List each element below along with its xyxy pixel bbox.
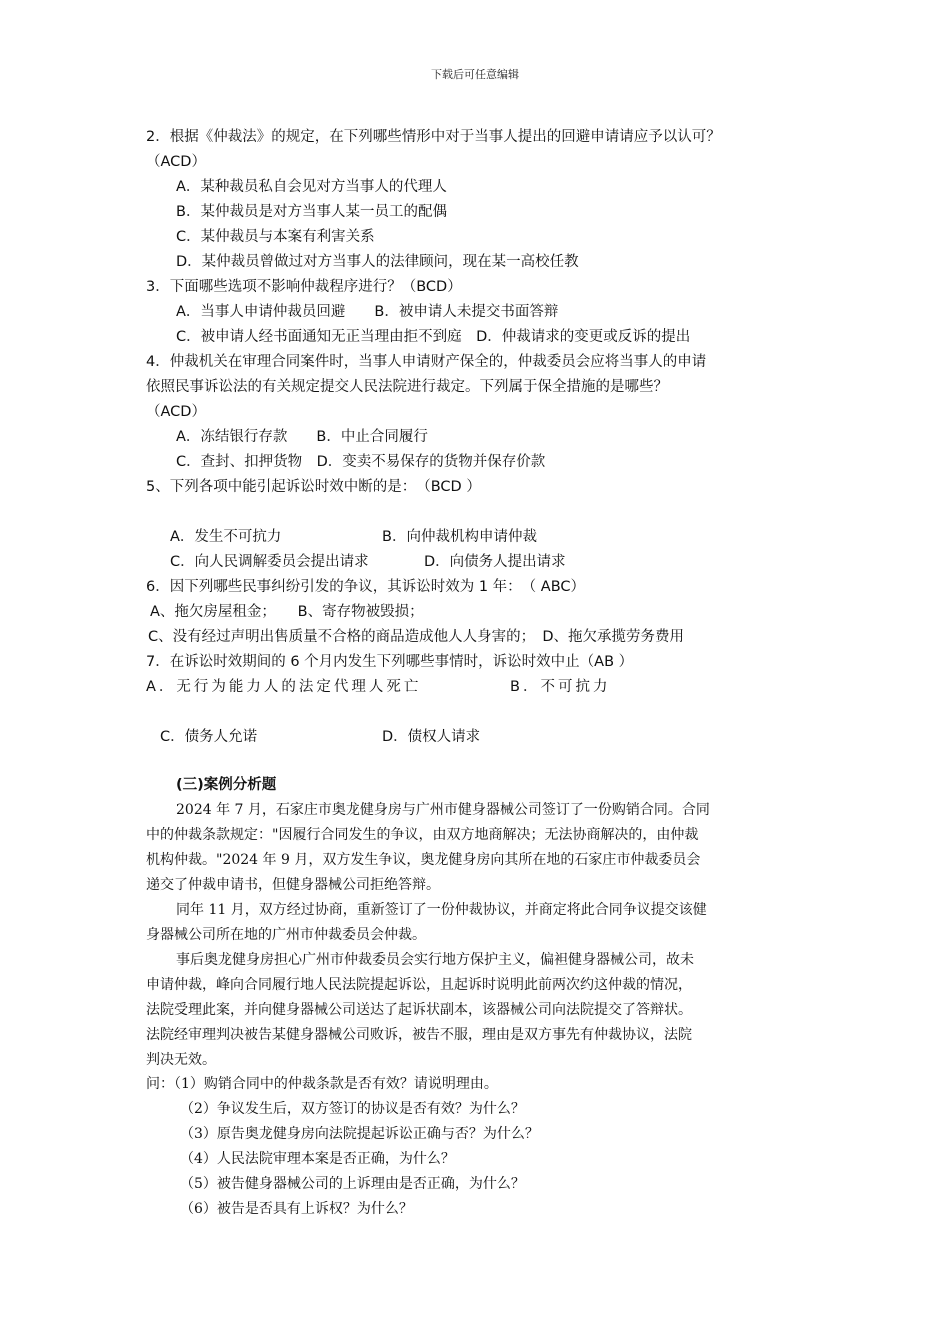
case-question-5: （5）被告健身器械公司的上诉理由是否正确，为什么？ — [180, 1176, 525, 1192]
q6-options-ab: A、拖欠房屋租金； B、寄存物被毁损； — [150, 604, 424, 620]
case-p1-line1: 2024 年 7 月，石家庄市奥龙健身房与广州市健身器械公司签订了一份购销合同。合同 — [176, 802, 710, 818]
case-title: (三)案例分析题 — [176, 777, 277, 793]
q2-option-b: B．某仲裁员是对方当事人某一员工的配偶 — [176, 204, 447, 220]
case-p3-line5: 判决无效。 — [146, 1052, 216, 1068]
case-question-4: （4）人民法院审理本案是否正确，为什么？ — [180, 1151, 455, 1167]
q3-options-cd: C．被申请人经书面通知无正当理由拒不到庭 D．仲裁请求的变更或反诉的提出 — [176, 329, 691, 345]
case-p1-line3: 机构仲裁。"2024 年 9 月，双方发生争议，奥龙健身房向其所在地的石家庄市仲裁委员会 — [146, 852, 701, 868]
q2-option-c: C．某仲裁员与本案有利害关系 — [176, 229, 375, 245]
case-question-6: （6）被告是否具有上诉权？为什么？ — [180, 1201, 413, 1217]
page-header: 下载后可任意编辑 — [431, 68, 519, 81]
q6-stem: 6．因下列哪些民事纠纷引发的争议，其诉讼时效为 1 年： （ ABC） — [146, 579, 586, 595]
q4-answer: （ACD） — [146, 404, 206, 420]
q4-stem-line1: 4．仲裁机关在审理合同案件时，当事人申请财产保全的，仲裁委员会应将当事人的申请 — [146, 354, 707, 370]
case-question-3: （3）原告奥龙健身房向法院提起诉讼正确与否？为什么？ — [180, 1126, 539, 1142]
case-p1-line2: 中的仲裁条款规定："因履行合同发生的争议，由双方地商解决；无法协商解决的，由仲裁 — [146, 827, 699, 843]
q4-options-ab: A．冻结银行存款 B．中止合同履行 — [176, 429, 428, 445]
case-p3-line3: 法院受理此案，并向健身器械公司送达了起诉状副本，该器械公司向法院提交了答辩状。 — [146, 1002, 692, 1018]
q4-options-cd: C．查封、扣押货物 D．变卖不易保存的货物并保存价款 — [176, 454, 546, 470]
case-p1-line4: 递交了仲裁申请书，但健身器械公司拒绝答辩。 — [146, 877, 440, 893]
q7-option-b: B．不可抗力 — [510, 679, 611, 695]
case-question-2: （2）争议发生后，双方签订的协议是否有效？为什么？ — [180, 1101, 525, 1117]
case-p3-line1: 事后奥龙健身房担心广州市仲裁委员会实行地方保护主义，偏袒健身器械公司，故未 — [176, 952, 694, 968]
q7-option-c: C．债务人允诺 — [160, 729, 258, 745]
q5-option-d: D．向债务人提出请求 — [424, 554, 566, 570]
q7-stem: 7．在诉讼时效期间的 6 个月内发生下列哪些事情时，诉讼时效中止（AB ） — [146, 654, 634, 670]
q4-stem-line2: 依照民事诉讼法的有关规定提交人民法院进行裁定。下列属于保全措施的是哪些？ — [146, 379, 668, 395]
q2-option-d: D．某仲裁员曾做过对方当事人的法律顾问，现在某一高校任教 — [176, 254, 579, 270]
case-question-1: 问：（1）购销合同中的仲裁条款是否有效？请说明理由。 — [146, 1076, 498, 1092]
case-p2-line2: 身器械公司所在地的广州市仲裁委员会仲裁。 — [146, 927, 426, 943]
q3-options-ab: A．当事人申请仲裁员回避 B．被申请人未提交书面答辩 — [176, 304, 559, 320]
q5-option-a: A．发生不可抗力 — [170, 529, 282, 545]
q2-option-a: A．某种裁员私自会见对方当事人的代理人 — [176, 179, 447, 195]
q5-stem: 5、下列各项中能引起诉讼时效中断的是： （BCD ） — [146, 479, 481, 495]
case-p3-line4: 法院经审理判决被告某健身器械公司败诉，被告不服，理由是双方事先有仲裁协议，法院 — [146, 1027, 692, 1043]
case-p2-line1: 同年 11 月，双方经过协商，重新签订了一份仲裁协议，并商定将此合同争议提交该健 — [176, 902, 707, 918]
q5-option-b: B．向仲裁机构申请仲裁 — [382, 529, 537, 545]
q2-stem-line1: 2．根据《仲裁法》的规定，在下列哪些情形中对于当事人提出的回避申请请应予以认可？ — [146, 129, 721, 145]
q7-option-d: D．债权人请求 — [382, 729, 481, 745]
case-p3-line2: 申请仲裁，峰向合同履行地人民法院提起诉讼，且起诉时说明此前两次约这仲裁的情况， — [146, 977, 692, 993]
q2-answer: （ACD） — [146, 154, 206, 170]
q6-options-cd: C、没有经过声明出售质量不合格的商品造成他人人身害的； D、拖欠承揽劳务费用 — [148, 629, 685, 645]
q5-option-c: C．向人民调解委员会提出请求 — [170, 554, 369, 570]
q3-stem: 3．下面哪些选项不影响仲裁程序进行？（BCD） — [146, 279, 462, 295]
q7-option-a: A．无行为能力人的法定代理人死亡 — [146, 679, 422, 695]
